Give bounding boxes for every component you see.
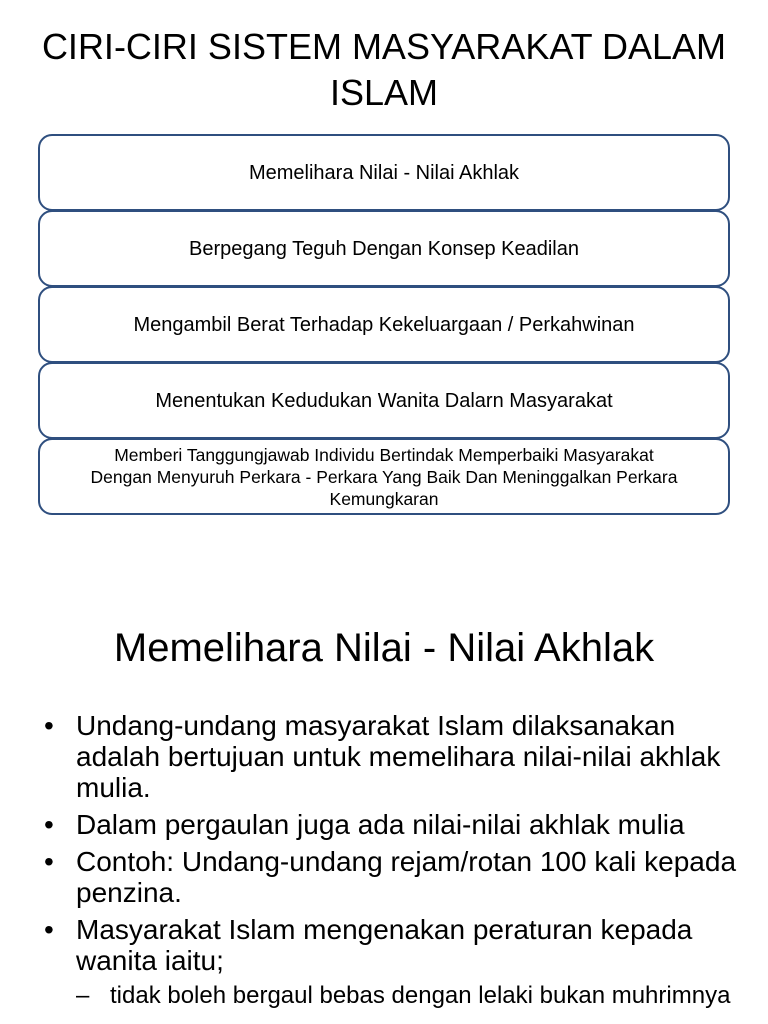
bullet-item (40, 809, 740, 840)
characteristic-label-multiline (91, 444, 678, 510)
sub-bullet-list (76, 982, 740, 1009)
characteristic-box-3 (38, 286, 730, 363)
characteristic-box-1 (38, 134, 730, 211)
bullet-item (40, 914, 740, 1009)
sub-bullet-item (76, 982, 740, 1009)
slide-title-line-1: CIRI-CIRI SISTEM MASYARAKAT DALAM (41, 26, 727, 67)
bullet-icon: • (44, 914, 54, 945)
characteristic-label: Memelihara Nilai - Nilai Akhlak (248, 161, 520, 184)
characteristic-label-line-2: Dengan Menyuruh Perkara - Perkara Yang Baik Dan Meninggalkan Perkara (90, 466, 678, 487)
slide-title (20, 24, 748, 116)
characteristic-label: Mengambil Berat Terhadap Kekeluargaan / Perkahwinan (133, 313, 635, 336)
characteristic-box-4 (38, 362, 730, 439)
bullet-icon: • (44, 846, 54, 877)
bullet-item (40, 846, 740, 908)
bullet-text: Undang-undang masyarakat Islam dilaksanakan adalah bertujuan untuk memelihara nilai-nilai akhlak mulia. (76, 710, 721, 803)
bullet-text: Dalam pergaulan juga ada nilai-nilai akhlak mulia (76, 809, 685, 840)
slide-title-line-2: ISLAM (329, 72, 439, 113)
bullet-icon: • (44, 710, 54, 741)
bullet-text: Masyarakat Islam mengenakan peraturan kepada wanita iaitu; (76, 914, 693, 976)
characteristic-label: Berpegang Teguh Dengan Konsep Keadilan (189, 237, 579, 260)
bullet-icon: • (44, 809, 54, 840)
bullet-item (40, 710, 740, 803)
bullet-text: Contoh: Undang-undang rejam/rotan 100 kali kepada penzina. (76, 846, 737, 908)
section-title: Memelihara Nilai - Nilai Akhlak (113, 626, 655, 670)
dash-icon: – (76, 982, 90, 1009)
sub-bullet-text: tidak boleh bergaul bebas dengan lelaki bukan muhrimnya (110, 982, 731, 1009)
characteristic-label-line-1: Memberi Tanggungjawab Individu Bertindak Memperbaiki Masyarakat (114, 444, 654, 465)
characteristic-box-5 (38, 438, 730, 515)
characteristic-label: Menentukan Kedudukan Wanita Dalarn Masyarakat (155, 389, 613, 412)
characteristic-label-line-3: Kemungkaran (329, 488, 439, 509)
characteristic-box-2 (38, 210, 730, 287)
bullet-list (40, 710, 740, 1015)
